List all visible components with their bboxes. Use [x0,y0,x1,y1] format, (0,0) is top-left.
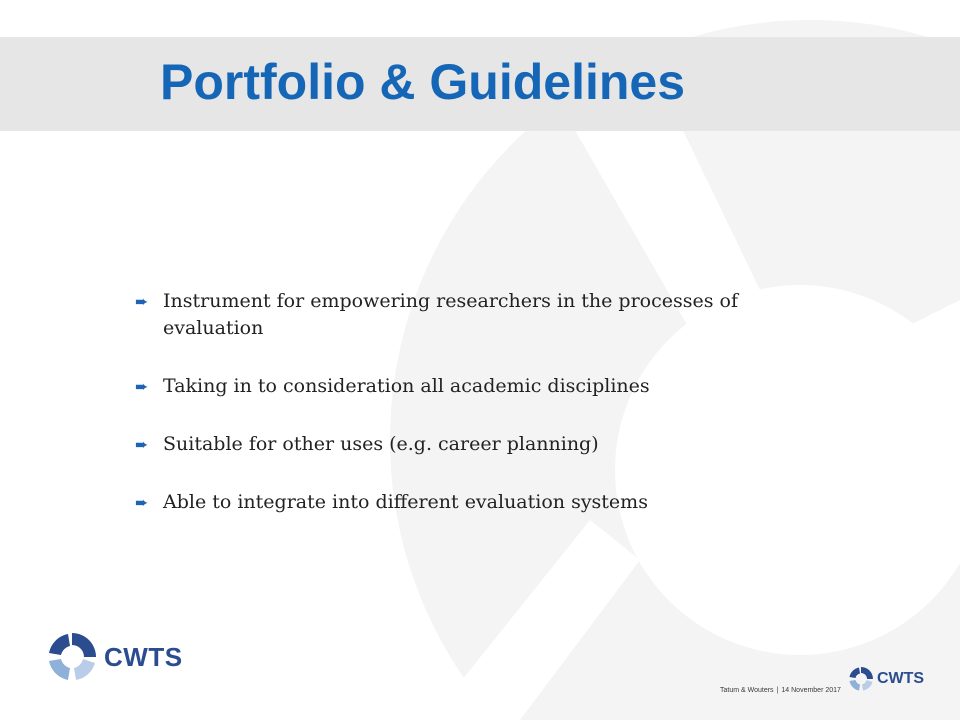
bullet-text: Instrument for empowering researchers in the processes of evaluation [163,290,738,339]
bullet-text: Suitable for other uses (e.g. career planning) [163,433,599,455]
arrow-bullet-icon: ➨ [135,493,149,512]
arrow-bullet-icon: ➨ [135,292,149,311]
cwts-logo-text: CWTS [104,641,183,672]
cwts-logo [46,631,183,683]
arrow-bullet-icon: ➨ [135,377,149,396]
slide-title: Portfolio & Guidelines [160,54,686,110]
cwts-logo-icon [46,631,98,683]
cwts-logo-small [848,666,924,692]
arrow-bullet-icon: ➨ [135,435,149,454]
footer [720,687,841,694]
cwts-logo-icon [848,666,874,692]
bullet-text: Taking in to consideration all academic disciplines [163,375,650,397]
bullet-text: Able to integrate into different evaluation systems [163,491,648,513]
footer-date: 14 November 2017 [781,687,841,694]
bullet-item [135,489,795,516]
bullet-list [135,288,795,547]
footer-separator: | [776,687,779,694]
bullet-item [135,373,795,400]
bullet-item [135,288,795,342]
footer-authors: Tatum & Wouters [720,687,774,694]
cwts-logo-text: CWTS [877,670,925,687]
bullet-item [135,431,795,458]
